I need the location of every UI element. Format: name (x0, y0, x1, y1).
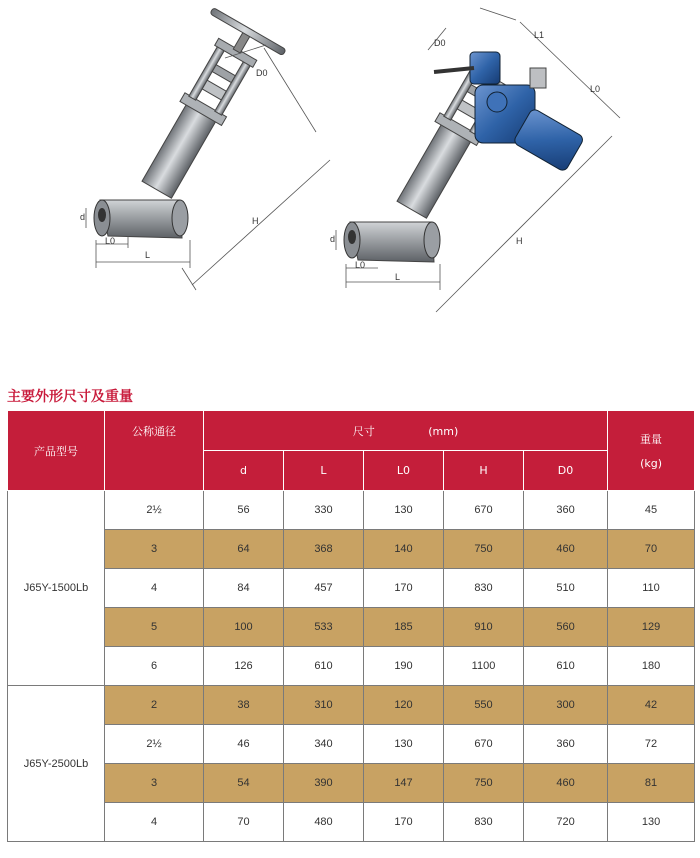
h-cell: 670 (444, 725, 524, 764)
label-l1-right: L1 (534, 30, 545, 40)
header-weight-label: 重量 (640, 433, 663, 446)
h-cell: 750 (444, 764, 524, 803)
label-h-left: H (252, 216, 259, 226)
table-row (8, 491, 695, 530)
header-nominal: 公称通径 (105, 411, 204, 491)
l-cell: 340 (284, 725, 364, 764)
d0-cell: 610 (524, 647, 608, 686)
nominal-cell: 6 (105, 647, 204, 686)
section-title: 主要外形尺寸及重量 (7, 389, 133, 405)
l0-cell: 190 (364, 647, 444, 686)
header-dims-label: 尺寸 (352, 424, 375, 438)
d-cell: 38 (204, 686, 284, 725)
l0-cell: 130 (364, 491, 444, 530)
weight-cell: 130 (608, 803, 695, 842)
d0-cell: 560 (524, 608, 608, 647)
table-row (8, 569, 695, 608)
label-l0-left: L0 (105, 236, 116, 246)
label-l-left: L (145, 250, 151, 260)
l-cell: 610 (284, 647, 364, 686)
label-d-left: d (80, 212, 86, 222)
weight-cell: 81 (608, 764, 695, 803)
d0-cell: 360 (524, 725, 608, 764)
h-cell: 550 (444, 686, 524, 725)
d-cell: 70 (204, 803, 284, 842)
label-d0-left: D0 (256, 68, 268, 78)
d-cell: 56 (204, 491, 284, 530)
l0-cell: 170 (364, 803, 444, 842)
h-cell: 830 (444, 569, 524, 608)
l0-cell: 140 (364, 530, 444, 569)
nominal-cell: 2 (105, 686, 204, 725)
label-l0-right: L0 (355, 260, 366, 270)
h-cell: 910 (444, 608, 524, 647)
weight-cell: 129 (608, 608, 695, 647)
nominal-cell: 4 (105, 803, 204, 842)
weight-cell: 45 (608, 491, 695, 530)
d-cell: 64 (204, 530, 284, 569)
l-cell: 480 (284, 803, 364, 842)
table-row (8, 530, 695, 569)
label-l0b-right: L0 (590, 84, 601, 94)
nominal-cell: 2½ (105, 491, 204, 530)
nominal-cell: 5 (105, 608, 204, 647)
table-row (8, 686, 695, 725)
label-h-right: H (516, 236, 523, 246)
l-cell: 390 (284, 764, 364, 803)
header-col-d: d (204, 451, 284, 491)
header-col-d0: D0 (524, 451, 608, 491)
l-cell: 533 (284, 608, 364, 647)
nominal-cell: 3 (105, 764, 204, 803)
d-cell: 84 (204, 569, 284, 608)
d0-cell: 360 (524, 491, 608, 530)
nominal-cell: 3 (105, 530, 204, 569)
model-cell: J65Y-2500Lb (8, 686, 105, 842)
l0-cell: 185 (364, 608, 444, 647)
valve-drawings (0, 0, 700, 330)
l-cell: 368 (284, 530, 364, 569)
h-cell: 830 (444, 803, 524, 842)
h-cell: 1100 (444, 647, 524, 686)
d-cell: 46 (204, 725, 284, 764)
header-col-l0: L0 (364, 451, 444, 491)
l0-cell: 120 (364, 686, 444, 725)
manual-valve-drawing (80, 8, 330, 290)
dimensions-table (7, 410, 695, 842)
header-dims-unit: (mm) (428, 424, 459, 438)
weight-cell: 110 (608, 569, 695, 608)
weight-cell: 72 (608, 725, 695, 764)
l0-cell: 130 (364, 725, 444, 764)
weight-cell: 42 (608, 686, 695, 725)
weight-cell: 70 (608, 530, 695, 569)
l-cell: 457 (284, 569, 364, 608)
electric-valve-drawing (330, 8, 620, 312)
header-weight (608, 411, 695, 491)
h-cell: 670 (444, 491, 524, 530)
label-l-right: L (395, 272, 401, 282)
d-cell: 54 (204, 764, 284, 803)
table-row (8, 647, 695, 686)
d0-cell: 300 (524, 686, 608, 725)
table-row (8, 803, 695, 842)
table-row (8, 764, 695, 803)
l-cell: 330 (284, 491, 364, 530)
weight-cell: 180 (608, 647, 695, 686)
table-row (8, 725, 695, 764)
header-col-h: H (444, 451, 524, 491)
l0-cell: 170 (364, 569, 444, 608)
model-cell: J65Y-1500Lb (8, 491, 105, 686)
header-weight-unit: (kg) (640, 457, 662, 470)
header-model: 产品型号 (8, 411, 105, 491)
d-cell: 126 (204, 647, 284, 686)
d0-cell: 720 (524, 803, 608, 842)
nominal-cell: 4 (105, 569, 204, 608)
h-cell: 750 (444, 530, 524, 569)
label-d0-right: D0 (434, 38, 446, 48)
header-col-l: L (284, 451, 364, 491)
d0-cell: 460 (524, 764, 608, 803)
l-cell: 310 (284, 686, 364, 725)
d-cell: 100 (204, 608, 284, 647)
header-dims (204, 411, 608, 451)
d0-cell: 510 (524, 569, 608, 608)
nominal-cell: 2½ (105, 725, 204, 764)
d0-cell: 460 (524, 530, 608, 569)
label-d-right: d (330, 234, 336, 244)
table-row (8, 608, 695, 647)
l0-cell: 147 (364, 764, 444, 803)
